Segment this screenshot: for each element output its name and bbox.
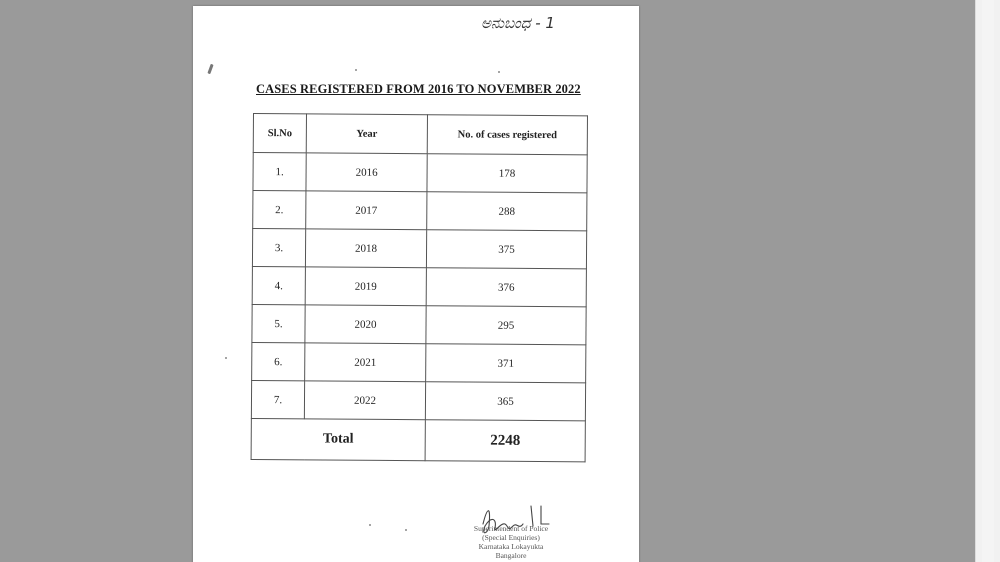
signatory-designation: Superintendent of Police [473, 524, 549, 533]
total-label: Total [251, 418, 425, 460]
table-row [252, 304, 586, 344]
table-row [252, 229, 586, 269]
table-row [253, 153, 587, 193]
table-row [251, 380, 585, 420]
cell-year: 2018 [305, 229, 426, 268]
cell-cases: 376 [426, 268, 586, 307]
cell-year: 2019 [305, 267, 426, 306]
signatory-block [461, 524, 561, 560]
scan-speck [498, 71, 500, 73]
scan-speck [207, 64, 213, 74]
cell-sl-no: 7. [251, 380, 304, 418]
cell-sl-no: 2. [253, 191, 306, 229]
cases-table [251, 113, 588, 462]
cell-sl-no: 3. [252, 229, 305, 267]
scrollbar-thumb[interactable] [982, 0, 994, 562]
annex-label: ಅನುಬಂಧ - 1 [481, 14, 555, 32]
table-row [252, 342, 586, 382]
scan-speck [355, 69, 357, 71]
table-row [253, 191, 587, 231]
signatory-organization: Karnataka Lokayukta [478, 542, 544, 551]
header-sl-no: Sl.No [253, 114, 306, 153]
cell-year: 2020 [305, 305, 426, 344]
cell-cases: 288 [427, 192, 587, 231]
scan-speck [369, 524, 371, 526]
cell-cases: 178 [427, 154, 587, 193]
document-page [193, 6, 639, 562]
cell-sl-no: 4. [252, 266, 305, 304]
table-row [252, 266, 586, 306]
cell-sl-no: 6. [252, 342, 305, 380]
cell-sl-no: 5. [252, 304, 305, 342]
cell-cases: 295 [426, 306, 586, 345]
cell-cases: 375 [426, 230, 586, 269]
cell-sl-no: 1. [253, 153, 306, 191]
signatory-city: Bangalore [495, 551, 527, 560]
table-total-row [251, 418, 585, 461]
header-cases: No. of cases registered [427, 115, 587, 155]
signatory-wing: (Special Enquiries) [482, 533, 540, 542]
cell-year: 2016 [306, 153, 427, 192]
vertical-scrollbar[interactable] [975, 0, 1000, 562]
header-year: Year [306, 114, 427, 154]
scan-speck [225, 357, 227, 359]
page-title: CASES REGISTERED FROM 2016 TO NOVEMBER 2022 [256, 82, 581, 96]
total-value: 2248 [425, 420, 585, 462]
cell-cases: 371 [426, 344, 586, 383]
cell-year: 2017 [306, 191, 427, 230]
cell-year: 2022 [304, 381, 425, 420]
scan-speck [405, 529, 407, 531]
cell-cases: 365 [425, 382, 585, 421]
cell-year: 2021 [305, 343, 426, 382]
table-header-row [253, 114, 587, 155]
